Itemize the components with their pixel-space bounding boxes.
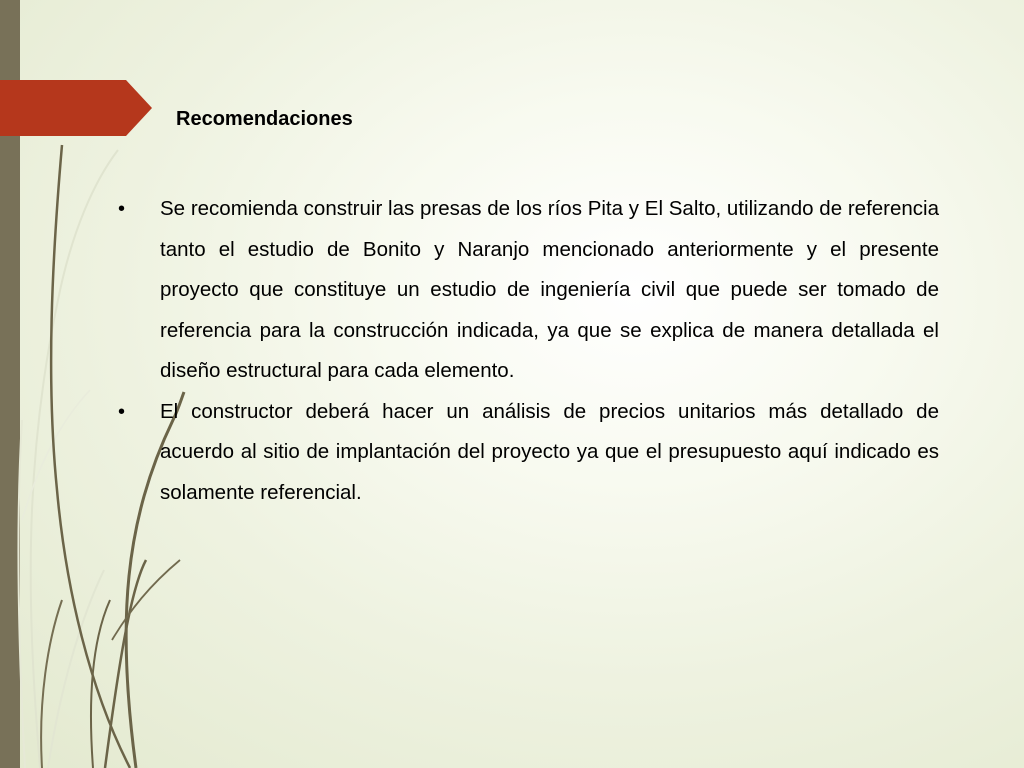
list-item: [118, 189, 939, 392]
slide-title: Recomendaciones: [176, 108, 353, 130]
list-item: [118, 392, 939, 514]
bullet-icon: •: [118, 400, 126, 423]
bullet-icon: •: [118, 198, 126, 220]
bullet-text: El constructor deberá hacer un análisis de precios unitarios más detallado de acuerdo al sitio de implantación del proyecto ya que el presupuesto aquí indicado es solamente referencial.: [160, 399, 939, 504]
bullet-text: Se recomienda construir las presas de los ríos Pita y El Salto, utilizando de referencia tanto el estudio de Bonito y Naranjo mencionado anteriormente y el presente proyecto que constituye un estudio de ingeniería civil que puede ser tomado de referencia para la construcción indicada, ya que se explica de manera detallada el diseño estructural para cada elemento.: [160, 197, 939, 382]
recommendations-list: [118, 189, 939, 513]
red-arrow-banner: [0, 0, 160, 140]
